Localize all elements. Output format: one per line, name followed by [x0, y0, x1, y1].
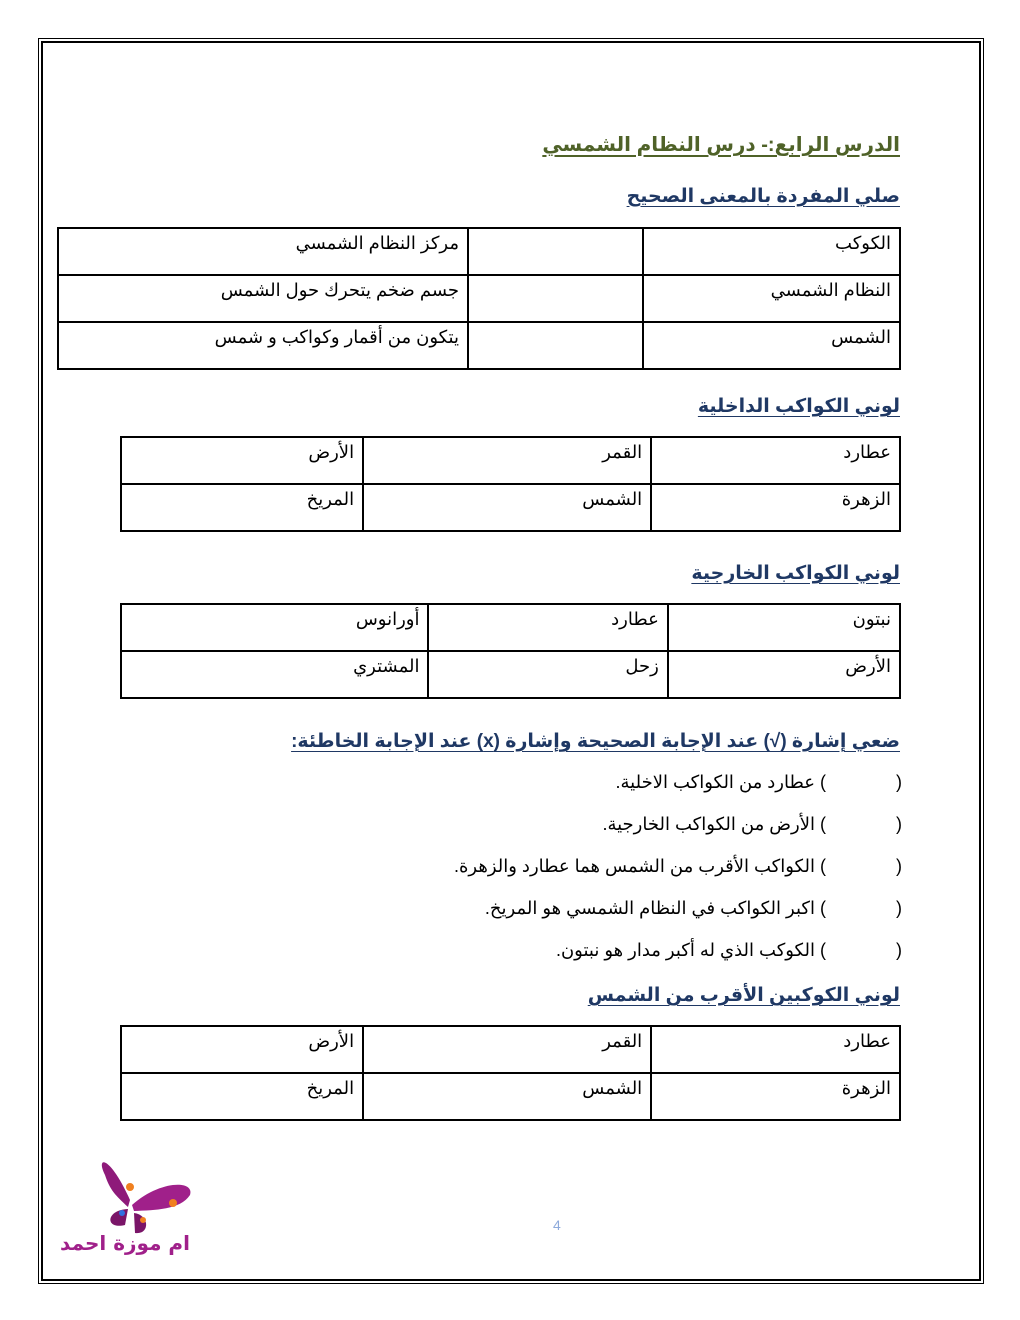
- table-cell: الشمس: [643, 322, 900, 369]
- section2-heading: لوني الكواكب الداخلية: [697, 396, 900, 417]
- section1-heading: صلي المفردة بالمعنى الصحيح: [626, 186, 900, 207]
- table-cell: الزهرة: [651, 1073, 900, 1120]
- answer-blank[interactable]: (): [820, 814, 902, 834]
- true-false-item: [602, 814, 902, 835]
- table-cell: مركز النظام الشمسي: [58, 228, 468, 275]
- table-cell: أورانوس: [121, 604, 428, 651]
- table-row: [121, 604, 900, 651]
- answer-blank[interactable]: (): [820, 772, 902, 792]
- table-cell: الكوكب: [643, 228, 900, 275]
- section5-heading: لوني الكوكبين الأقرب من الشمس: [587, 985, 900, 1006]
- true-false-item: [556, 940, 902, 961]
- table-row: [121, 1026, 900, 1073]
- statement: عطارد من الكواكب الاخلية.: [615, 772, 815, 792]
- page-number: 4: [553, 1217, 561, 1233]
- answer-blank[interactable]: (): [820, 940, 902, 960]
- true-false-item: [485, 898, 902, 919]
- table-cell: النظام الشمسي: [643, 275, 900, 322]
- table-cell: المريخ: [121, 484, 363, 531]
- table-cell: الأرض: [121, 437, 363, 484]
- answer-blank[interactable]: (): [820, 856, 902, 876]
- butterfly-logo: [50, 1155, 200, 1255]
- closest-planets-table: [120, 1025, 901, 1121]
- answer-blank[interactable]: (): [820, 898, 902, 918]
- table-cell: المشتري: [121, 651, 428, 698]
- table-cell: الزهرة: [651, 484, 900, 531]
- table-cell: عطارد: [651, 1026, 900, 1073]
- table-cell: [468, 275, 643, 322]
- true-false-item: [616, 772, 902, 793]
- table-cell: نبتون: [668, 604, 900, 651]
- table-cell: الأرض: [668, 651, 900, 698]
- table-cell: القمر: [363, 437, 651, 484]
- table-cell: جسم ضخم يتحرك حول الشمس: [58, 275, 468, 322]
- table-cell: الشمس: [363, 1073, 651, 1120]
- section3-heading: لوني الكواكب الخارجية: [691, 563, 900, 584]
- inner-planets-table: [120, 436, 901, 532]
- statement: الكواكب الأقرب من الشمس هما عطارد والزهرة.: [453, 856, 815, 876]
- table-cell: زحل: [428, 651, 667, 698]
- section4-heading: ضعي إشارة (√) عند الإجابة الصحيحة وإشارة (x) عند الإجابة الخاطئة:: [291, 731, 900, 752]
- table-row: [121, 484, 900, 531]
- matching-table: [57, 227, 901, 370]
- table-row: [121, 651, 900, 698]
- svg-text:ام موزة احمد: ام موزة احمد: [60, 1231, 190, 1255]
- table-cell: [468, 228, 643, 275]
- table-cell: عطارد: [651, 437, 900, 484]
- statement: اكبر الكواكب في النظام الشمسي هو المريخ.: [484, 898, 815, 918]
- table-row: [58, 228, 900, 275]
- outer-planets-table: [120, 603, 901, 699]
- table-cell: الأرض: [121, 1026, 363, 1073]
- table-cell: المريخ: [121, 1073, 363, 1120]
- table-cell: عطارد: [428, 604, 667, 651]
- lesson-title: الدرس الرابع:- درس النظام الشمسي: [542, 134, 900, 156]
- table-cell: [468, 322, 643, 369]
- true-false-item: [454, 856, 902, 877]
- table-row: [121, 437, 900, 484]
- statement: الأرض من الكواكب الخارجية.: [602, 814, 815, 834]
- table-cell: الشمس: [363, 484, 651, 531]
- table-row: [58, 275, 900, 322]
- table-cell: يتكون من أقمار وكواكب و شمس: [58, 322, 468, 369]
- statement: الكوكب الذي له أكبر مدار هو نبتون.: [555, 940, 815, 960]
- table-cell: القمر: [363, 1026, 651, 1073]
- table-row: [121, 1073, 900, 1120]
- table-row: [58, 322, 900, 369]
